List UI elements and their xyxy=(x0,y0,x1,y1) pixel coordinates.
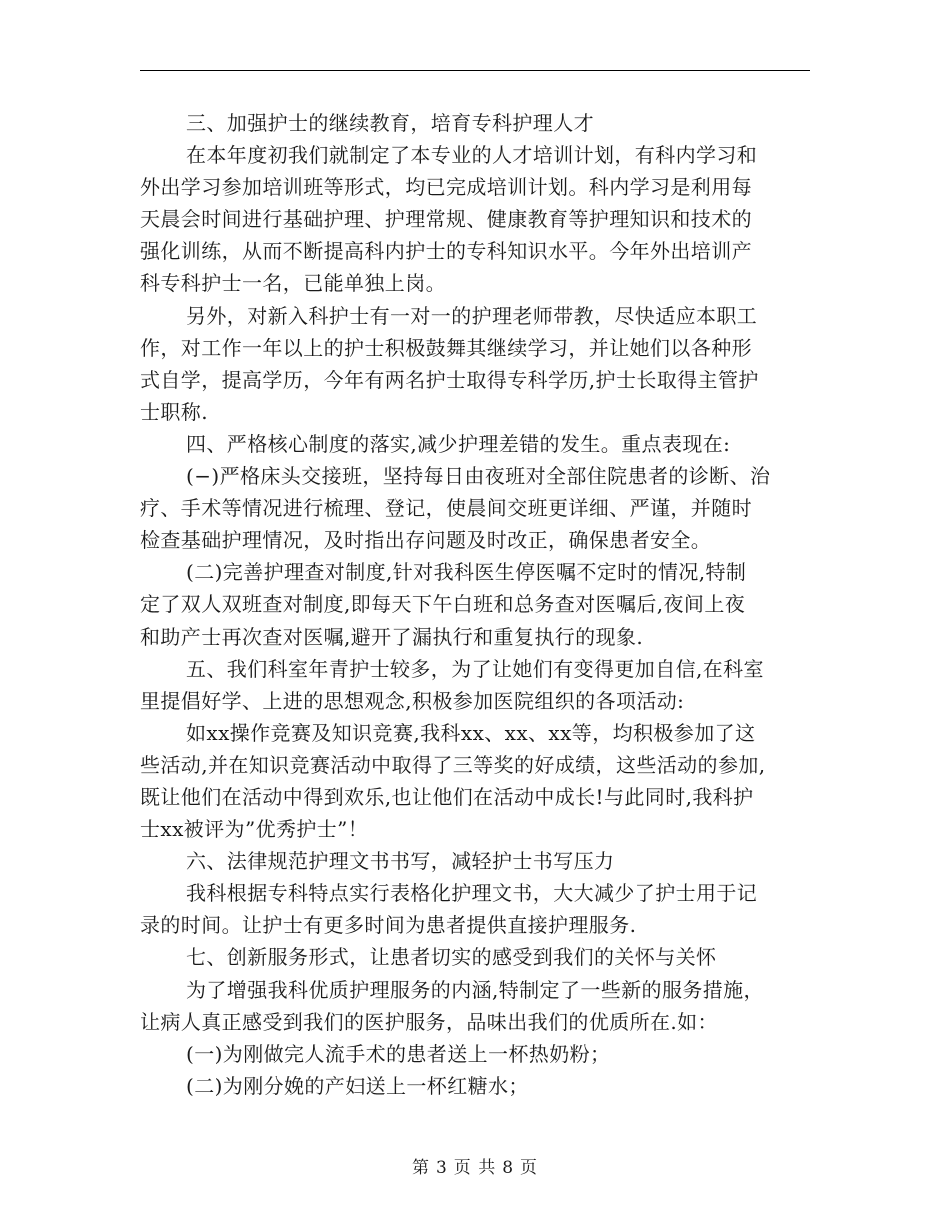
text-line: 和助产士再次查对医嘱,避开了漏执行和重复执行的现象. xyxy=(140,624,644,649)
text-line: 定了双人双班查对制度,即每天下午白班和总务查对医嘱后,夜间上夜 xyxy=(140,592,746,617)
document-body xyxy=(140,107,820,1102)
text-line: 外出学习参加培训班等形式，均已完成培训计划。科内学习是利用每 xyxy=(140,175,752,200)
text-line: 六、法律规范护理文书书写，减轻护士书写压力 xyxy=(186,849,615,874)
text-line: 我科根据专科特点实行表格化护理文书，大大减少了护士用于记 xyxy=(186,881,758,906)
text-line: 里提倡好学、上进的思想观念,积极参加医院组织的各项活动: xyxy=(140,688,685,713)
text-line: 科专科护士一名，已能单独上岗。 xyxy=(140,271,446,296)
header-rule xyxy=(140,70,810,71)
text-line: 录的时间。让护士有更多时间为患者提供直接护理服务. xyxy=(140,913,637,938)
text-line: (二)为刚分娩的产妇送上一杯红糖水； xyxy=(186,1073,529,1098)
text-line: 疗、手术等情况进行梳理、登记，使晨间交班更详细、严谨，并随时 xyxy=(140,496,752,521)
text-line: 士职称. xyxy=(140,399,208,424)
text-line: 四、严格核心制度的落实,减少护理差错的发生。重点表现在: xyxy=(186,431,731,456)
text-line: (一)为刚做完人流手术的患者送上一杯热奶粉； xyxy=(186,1041,611,1066)
footer-total-pages: 8 xyxy=(502,1158,515,1178)
text-line: 作，对工作一年以上的护士积极鼓舞其继续学习，并让她们以各种形 xyxy=(140,335,752,360)
text-line: 如xx操作竞赛及知识竞赛,我科xx、xx、xx等，均积极参加了这 xyxy=(186,720,756,745)
footer-prefix: 第 xyxy=(411,1158,430,1178)
text-line: 既让他们在活动中得到欢乐,也让他们在活动中成长!与此同时,我科护 xyxy=(140,784,754,809)
text-line: 让病人真正感受到我们的医护服务，品味出我们的优质所在.如： xyxy=(140,1009,718,1034)
text-line: (−)严格床头交接班，坚持每日由夜班对全部住院患者的诊断、治 xyxy=(186,464,771,489)
text-line: 天晨会时间进行基础护理、护理常规、健康教育等护理知识和技术的 xyxy=(140,207,752,232)
text-line: 些活动,并在知识竞赛活动中取得了三等奖的好成绩，这些活动的参加, xyxy=(140,752,766,777)
text-line: 七、创新服务形式，让患者切实的感受到我们的关怀与关怀 xyxy=(186,945,717,970)
text-line: (二)完善护理查对制度,针对我科医生停医嘱不定时的情况,特制 xyxy=(186,560,747,585)
text-line: 五、我们科室年青护士较多，为了让她们有变得更加自信,在科室 xyxy=(186,656,764,681)
footer-middle: 页 共 xyxy=(453,1158,497,1178)
text-line: 士xx被评为”优秀护士”！ xyxy=(140,817,369,842)
text-line: 三、加强护士的继续教育，培育专科护理人才 xyxy=(186,111,594,135)
text-line: 另外，对新入科护士有一对一的护理老师带教，尽快适应本职工 xyxy=(186,303,758,328)
text-line: 式自学，提高学历，今年有两名护士取得专科学历,护士长取得主管护 xyxy=(140,367,759,392)
page-footer xyxy=(0,1153,950,1178)
text-line: 强化训练，从而不断提高科内护士的专科知识水平。今年外出培训产 xyxy=(140,239,752,264)
text-line: 检查基础护理情况，及时指出存问题及时改正，确保患者安全。 xyxy=(140,528,712,553)
text-line: 为了增强我科优质护理服务的内涵,特制定了一些新的服务措施， xyxy=(186,977,764,1002)
footer-suffix: 页 xyxy=(520,1158,539,1178)
footer-page-number: 3 xyxy=(435,1158,448,1178)
text-line: 在本年度初我们就制定了本专业的人才培训计划，有科内学习和 xyxy=(186,143,758,168)
